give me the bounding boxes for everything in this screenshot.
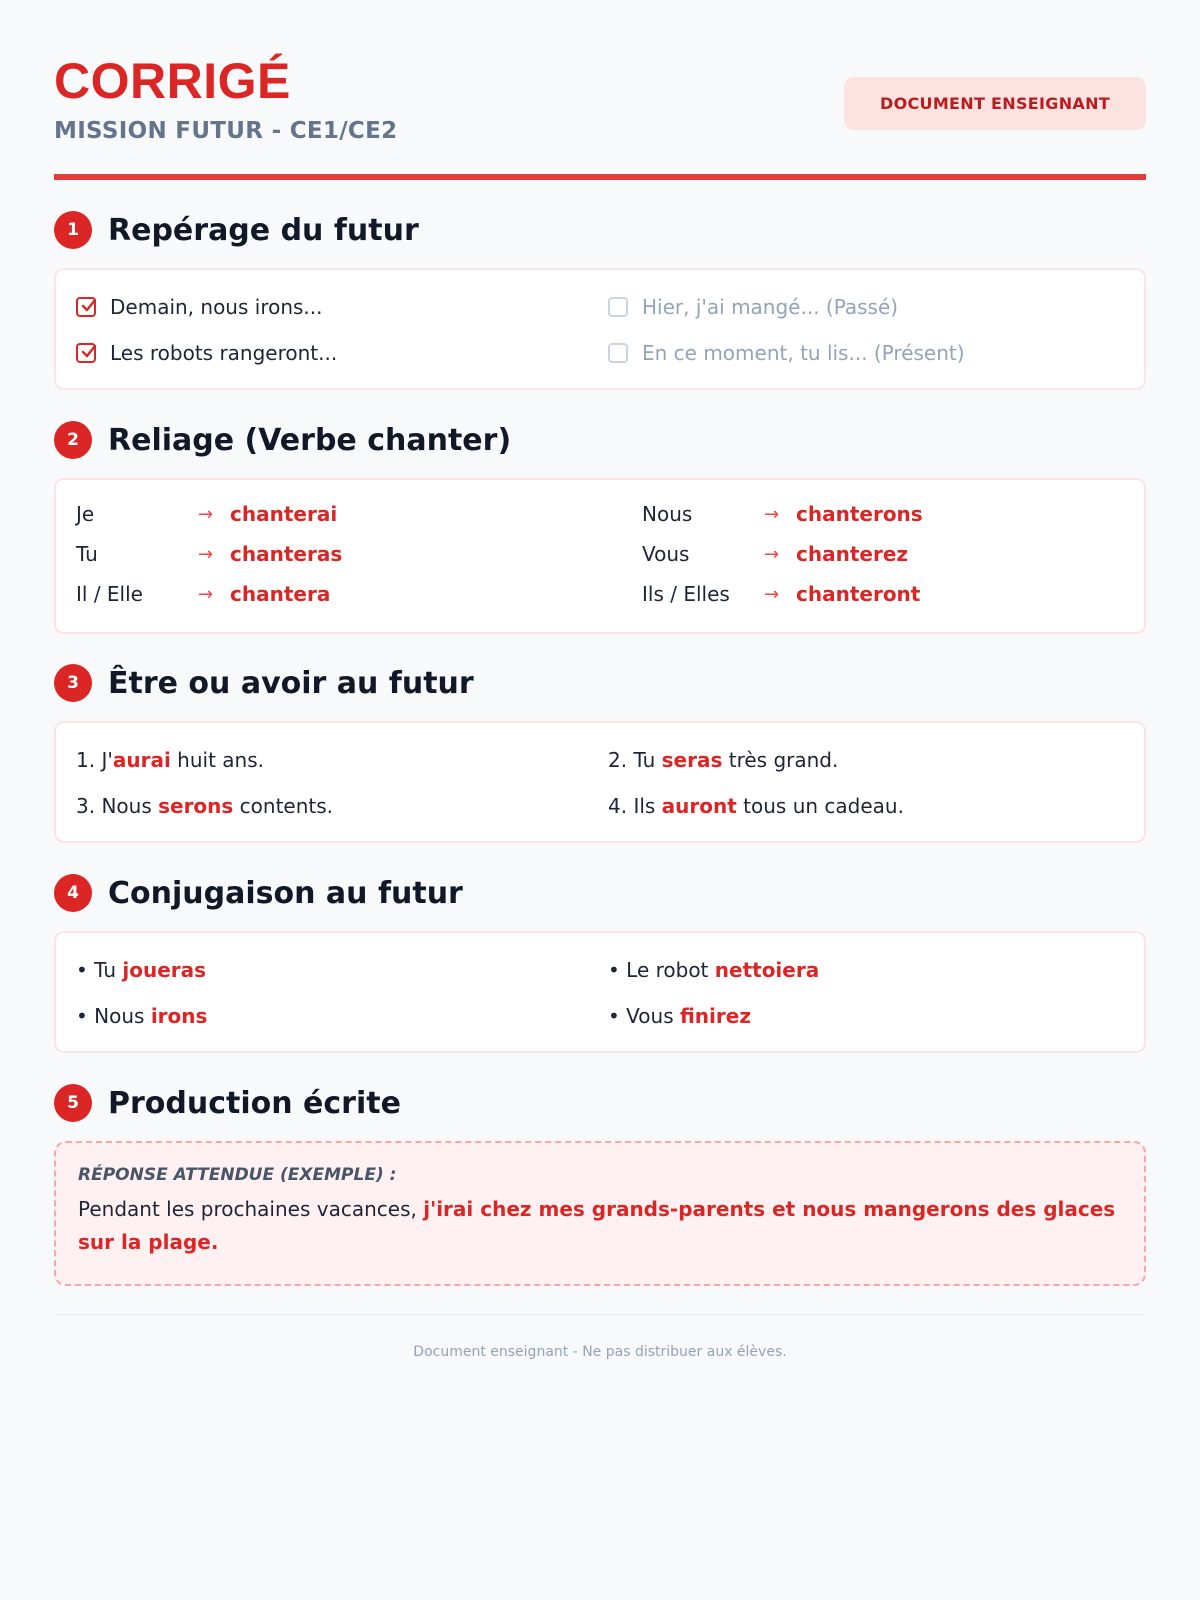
bullet-subject: • Tu bbox=[76, 958, 123, 982]
verb-answer: chanterai bbox=[230, 502, 338, 526]
expected-answer-text bbox=[78, 1193, 1122, 1259]
page-title: CORRIGÉ bbox=[54, 53, 291, 109]
sentence-start: 3. Nous bbox=[76, 794, 159, 818]
section-2-card bbox=[54, 478, 1146, 634]
sentence-end: très grand. bbox=[722, 748, 839, 772]
checklist-item-label: En ce moment, tu lis... (Présent) bbox=[642, 341, 965, 365]
answer-prompt: Pendant les prochaines vacances, bbox=[78, 1197, 424, 1221]
sentence-end: huit ans. bbox=[170, 748, 264, 772]
arrow-icon: → bbox=[764, 503, 780, 525]
bullet-subject: • Le robot bbox=[608, 958, 715, 982]
bullet-subject: • Nous bbox=[76, 1004, 151, 1028]
bullet-answer: finirez bbox=[679, 1004, 751, 1028]
conjugation-row bbox=[642, 574, 1124, 614]
section-number-badge: 4 bbox=[54, 874, 92, 912]
sentence-item bbox=[608, 783, 1124, 829]
bullet-item bbox=[76, 993, 608, 1039]
bullet-item bbox=[76, 947, 608, 993]
conjugation-row bbox=[76, 574, 642, 614]
footer-note: Document enseignant - Ne pas distribuer aux élèves. bbox=[413, 1344, 787, 1360]
section-1-header bbox=[54, 210, 419, 250]
pronoun: Il / Elle bbox=[76, 582, 143, 606]
section-number-badge: 5 bbox=[54, 1084, 92, 1122]
checked-checkbox-icon[interactable] bbox=[76, 297, 96, 317]
verb-answer: chanteras bbox=[230, 542, 343, 566]
expected-answer-box bbox=[54, 1141, 1146, 1286]
verb-answer: chanteront bbox=[796, 582, 921, 606]
page-header bbox=[54, 0, 1146, 180]
section-3-card bbox=[54, 721, 1146, 843]
section-4-card bbox=[54, 931, 1146, 1053]
verb-answer: chanterons bbox=[796, 502, 923, 526]
pronoun: Ils / Elles bbox=[642, 582, 730, 606]
sentence-item bbox=[76, 737, 608, 783]
conjugation-row bbox=[76, 494, 642, 534]
answer-example: j'irai chez mes grands-parents et nous mangerons des glaces sur la plage. bbox=[78, 1197, 1116, 1254]
sentence-item bbox=[608, 737, 1124, 783]
section-1-card bbox=[54, 268, 1146, 390]
sentence-answer: serons bbox=[158, 794, 234, 818]
arrow-icon: → bbox=[198, 583, 214, 605]
sentence-start: 1. J' bbox=[76, 748, 113, 772]
arrow-icon: → bbox=[198, 503, 214, 525]
bullet-answer: joueras bbox=[122, 958, 207, 982]
section-title: Reliage (Verbe chanter) bbox=[108, 422, 512, 458]
page-subtitle: MISSION FUTUR - CE1/CE2 bbox=[54, 118, 398, 144]
arrow-icon: → bbox=[764, 583, 780, 605]
section-title: Être ou avoir au futur bbox=[108, 665, 474, 701]
arrow-icon: → bbox=[764, 543, 780, 565]
unchecked-checkbox-icon[interactable] bbox=[608, 343, 628, 363]
sentence-start: 2. Tu bbox=[608, 748, 662, 772]
checklist-item-label: Demain, nous irons... bbox=[110, 295, 323, 319]
section-title: Production écrite bbox=[108, 1085, 401, 1121]
checklist-item[interactable] bbox=[608, 330, 1124, 376]
bullet-item bbox=[608, 993, 1124, 1039]
checklist-item[interactable] bbox=[76, 330, 608, 376]
bullet-answer: irons bbox=[150, 1004, 208, 1028]
conjugation-row bbox=[642, 534, 1124, 574]
sentence-item bbox=[76, 783, 608, 829]
checklist-item-label: Hier, j'ai mangé... (Passé) bbox=[642, 295, 899, 319]
pronoun: Je bbox=[76, 502, 95, 526]
section-4-header bbox=[54, 873, 463, 913]
section-5-header bbox=[54, 1083, 401, 1123]
pronoun: Tu bbox=[76, 542, 98, 566]
teacher-document-badge: DOCUMENT ENSEIGNANT bbox=[844, 77, 1146, 130]
bullet-item bbox=[608, 947, 1124, 993]
bullet-answer: nettoiera bbox=[714, 958, 820, 982]
sentence-answer: seras bbox=[661, 748, 723, 772]
unchecked-checkbox-icon[interactable] bbox=[608, 297, 628, 317]
arrow-icon: → bbox=[198, 543, 214, 565]
sentence-answer: aurai bbox=[112, 748, 171, 772]
footer-divider bbox=[54, 1314, 1146, 1315]
section-title: Repérage du futur bbox=[108, 212, 419, 248]
pronoun: Vous bbox=[642, 542, 690, 566]
section-title: Conjugaison au futur bbox=[108, 875, 463, 911]
sentence-end: tous un cadeau. bbox=[736, 794, 904, 818]
checklist-item[interactable] bbox=[608, 284, 1124, 330]
pronoun: Nous bbox=[642, 502, 693, 526]
verb-answer: chanterez bbox=[796, 542, 909, 566]
expected-answer-label: RÉPONSE ATTENDUE (EXEMPLE) : bbox=[78, 1165, 397, 1185]
bullet-subject: • Vous bbox=[608, 1004, 680, 1028]
conjugation-row bbox=[642, 494, 1124, 534]
checklist-item[interactable] bbox=[76, 284, 608, 330]
section-2-header bbox=[54, 420, 511, 460]
checklist-item-label: Les robots rangeront... bbox=[110, 341, 338, 365]
checked-checkbox-icon[interactable] bbox=[76, 343, 96, 363]
section-number-badge: 2 bbox=[54, 421, 92, 459]
sentence-end: contents. bbox=[233, 794, 334, 818]
section-number-badge: 1 bbox=[54, 211, 92, 249]
sentence-start: 4. Ils bbox=[608, 794, 662, 818]
verb-answer: chantera bbox=[230, 582, 331, 606]
section-number-badge: 3 bbox=[54, 664, 92, 702]
conjugation-row bbox=[76, 534, 642, 574]
sentence-answer: auront bbox=[661, 794, 737, 818]
section-3-header bbox=[54, 663, 474, 703]
